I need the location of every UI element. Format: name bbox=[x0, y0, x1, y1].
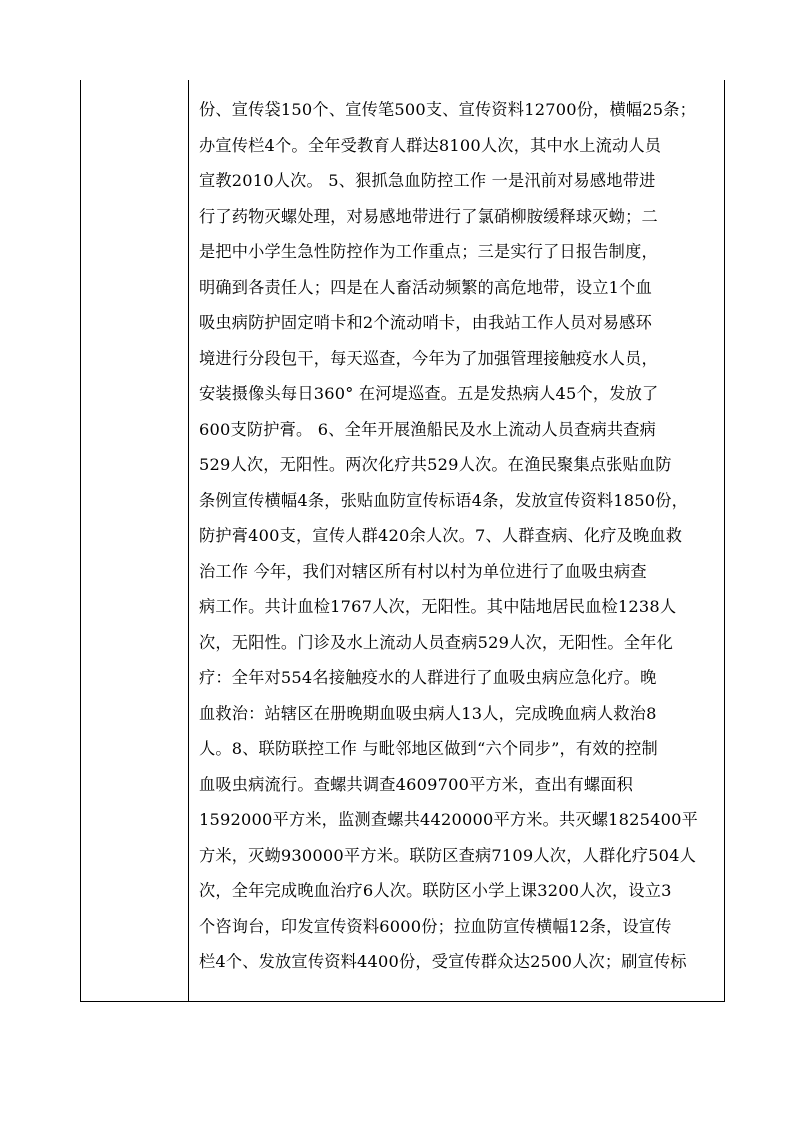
text-line: 1592000平方米，监测查螺共4420000平方米。共灭螺1825400平 bbox=[199, 810, 699, 829]
text-line: 行了药物灭螺处理，对易感地带进行了氯硝柳胺缓释球灭蚴；二 bbox=[199, 206, 658, 226]
text-line: 血吸虫病流行。查螺共调查4609700平方米，查出有螺面积 bbox=[199, 774, 634, 794]
text-line: 529人次，无阳性。两次化疗共529人次。在渔民聚集点张贴血防 bbox=[199, 455, 672, 474]
text-line: 办宣传栏4个。全年受教育人群达8100人次，其中水上流动人员 bbox=[199, 135, 662, 155]
left-label-cell bbox=[81, 80, 187, 1000]
text-line: 吸虫病防护固定哨卡和2个流动哨卡，由我站工作人员对易感环 bbox=[199, 313, 652, 332]
text-line: 宣教2010人次。 5、狠抓急血防控工作 一是汛前对易感地带进 bbox=[199, 171, 656, 190]
text-line: 个咨询台，印发宣传资料6000份；拉血防宣传横幅12条，设宣传 bbox=[199, 916, 672, 936]
text-line: 防护膏400支，宣传人群420余人次。7、人群查病、化疗及晚血救 bbox=[199, 526, 683, 545]
text-line: 栏4个、发放宣传资料4400份，受宣传群众达2500人次；刷宣传标 bbox=[199, 952, 687, 971]
text-line: 人。8、联防联控工作 与毗邻地区做到“六个同步”，有效的控制 bbox=[199, 739, 658, 758]
text-line: 血救治：站辖区在册晚期血吸虫病人13人，完成晚血病人救治8 bbox=[199, 703, 657, 723]
text-line: 是把中小学生急性防控作为工作重点；三是实行了日报告制度， bbox=[199, 242, 658, 261]
text-line: 疗：全年对554名接触疫水的人群进行了血吸虫病应急化疗。晚 bbox=[199, 668, 657, 687]
text-line: 条例宣传横幅4条，张贴血防宣传标语4条，发放宣传资料1850份， bbox=[199, 490, 689, 510]
text-line: 600支防护膏。 6、全年开展渔船民及水上流动人员查病共查病 bbox=[199, 419, 657, 439]
column-divider bbox=[188, 80, 189, 1002]
text-line: 治工作 今年，我们对辖区所有村以村为单位进行了血吸虫病查 bbox=[199, 561, 647, 581]
content-cell bbox=[199, 92, 719, 997]
text-line: 次，无阳性。门诊及水上流动人员查病529人次，无阳性。全年化 bbox=[199, 632, 673, 652]
text-line: 份、宣传袋150个、宣传笔500支、宣传资料12700份，横幅25条； bbox=[199, 100, 697, 119]
text-line: 次，全年完成晚血治疗6人次。联防区小学上课3200人次，设立3 bbox=[199, 881, 672, 900]
text-line: 明确到各责任人；四是在人畜活动频繁的高危地带，设立1个血 bbox=[199, 277, 652, 297]
text-line: 境进行分段包干，每天巡查，今年为了加强管理接触疫水人员， bbox=[199, 348, 658, 368]
text-line: 方米，灭蚴930000平方米。联防区查病7109人次，人群化疗504人 bbox=[199, 845, 697, 865]
text-line: 病工作。共计血检1767人次，无阳性。其中陆地居民血检1238人 bbox=[199, 597, 677, 616]
text-line: 安装摄像头每日360° 在河堤巡查。五是发热病人45个，发放了 bbox=[199, 384, 659, 403]
